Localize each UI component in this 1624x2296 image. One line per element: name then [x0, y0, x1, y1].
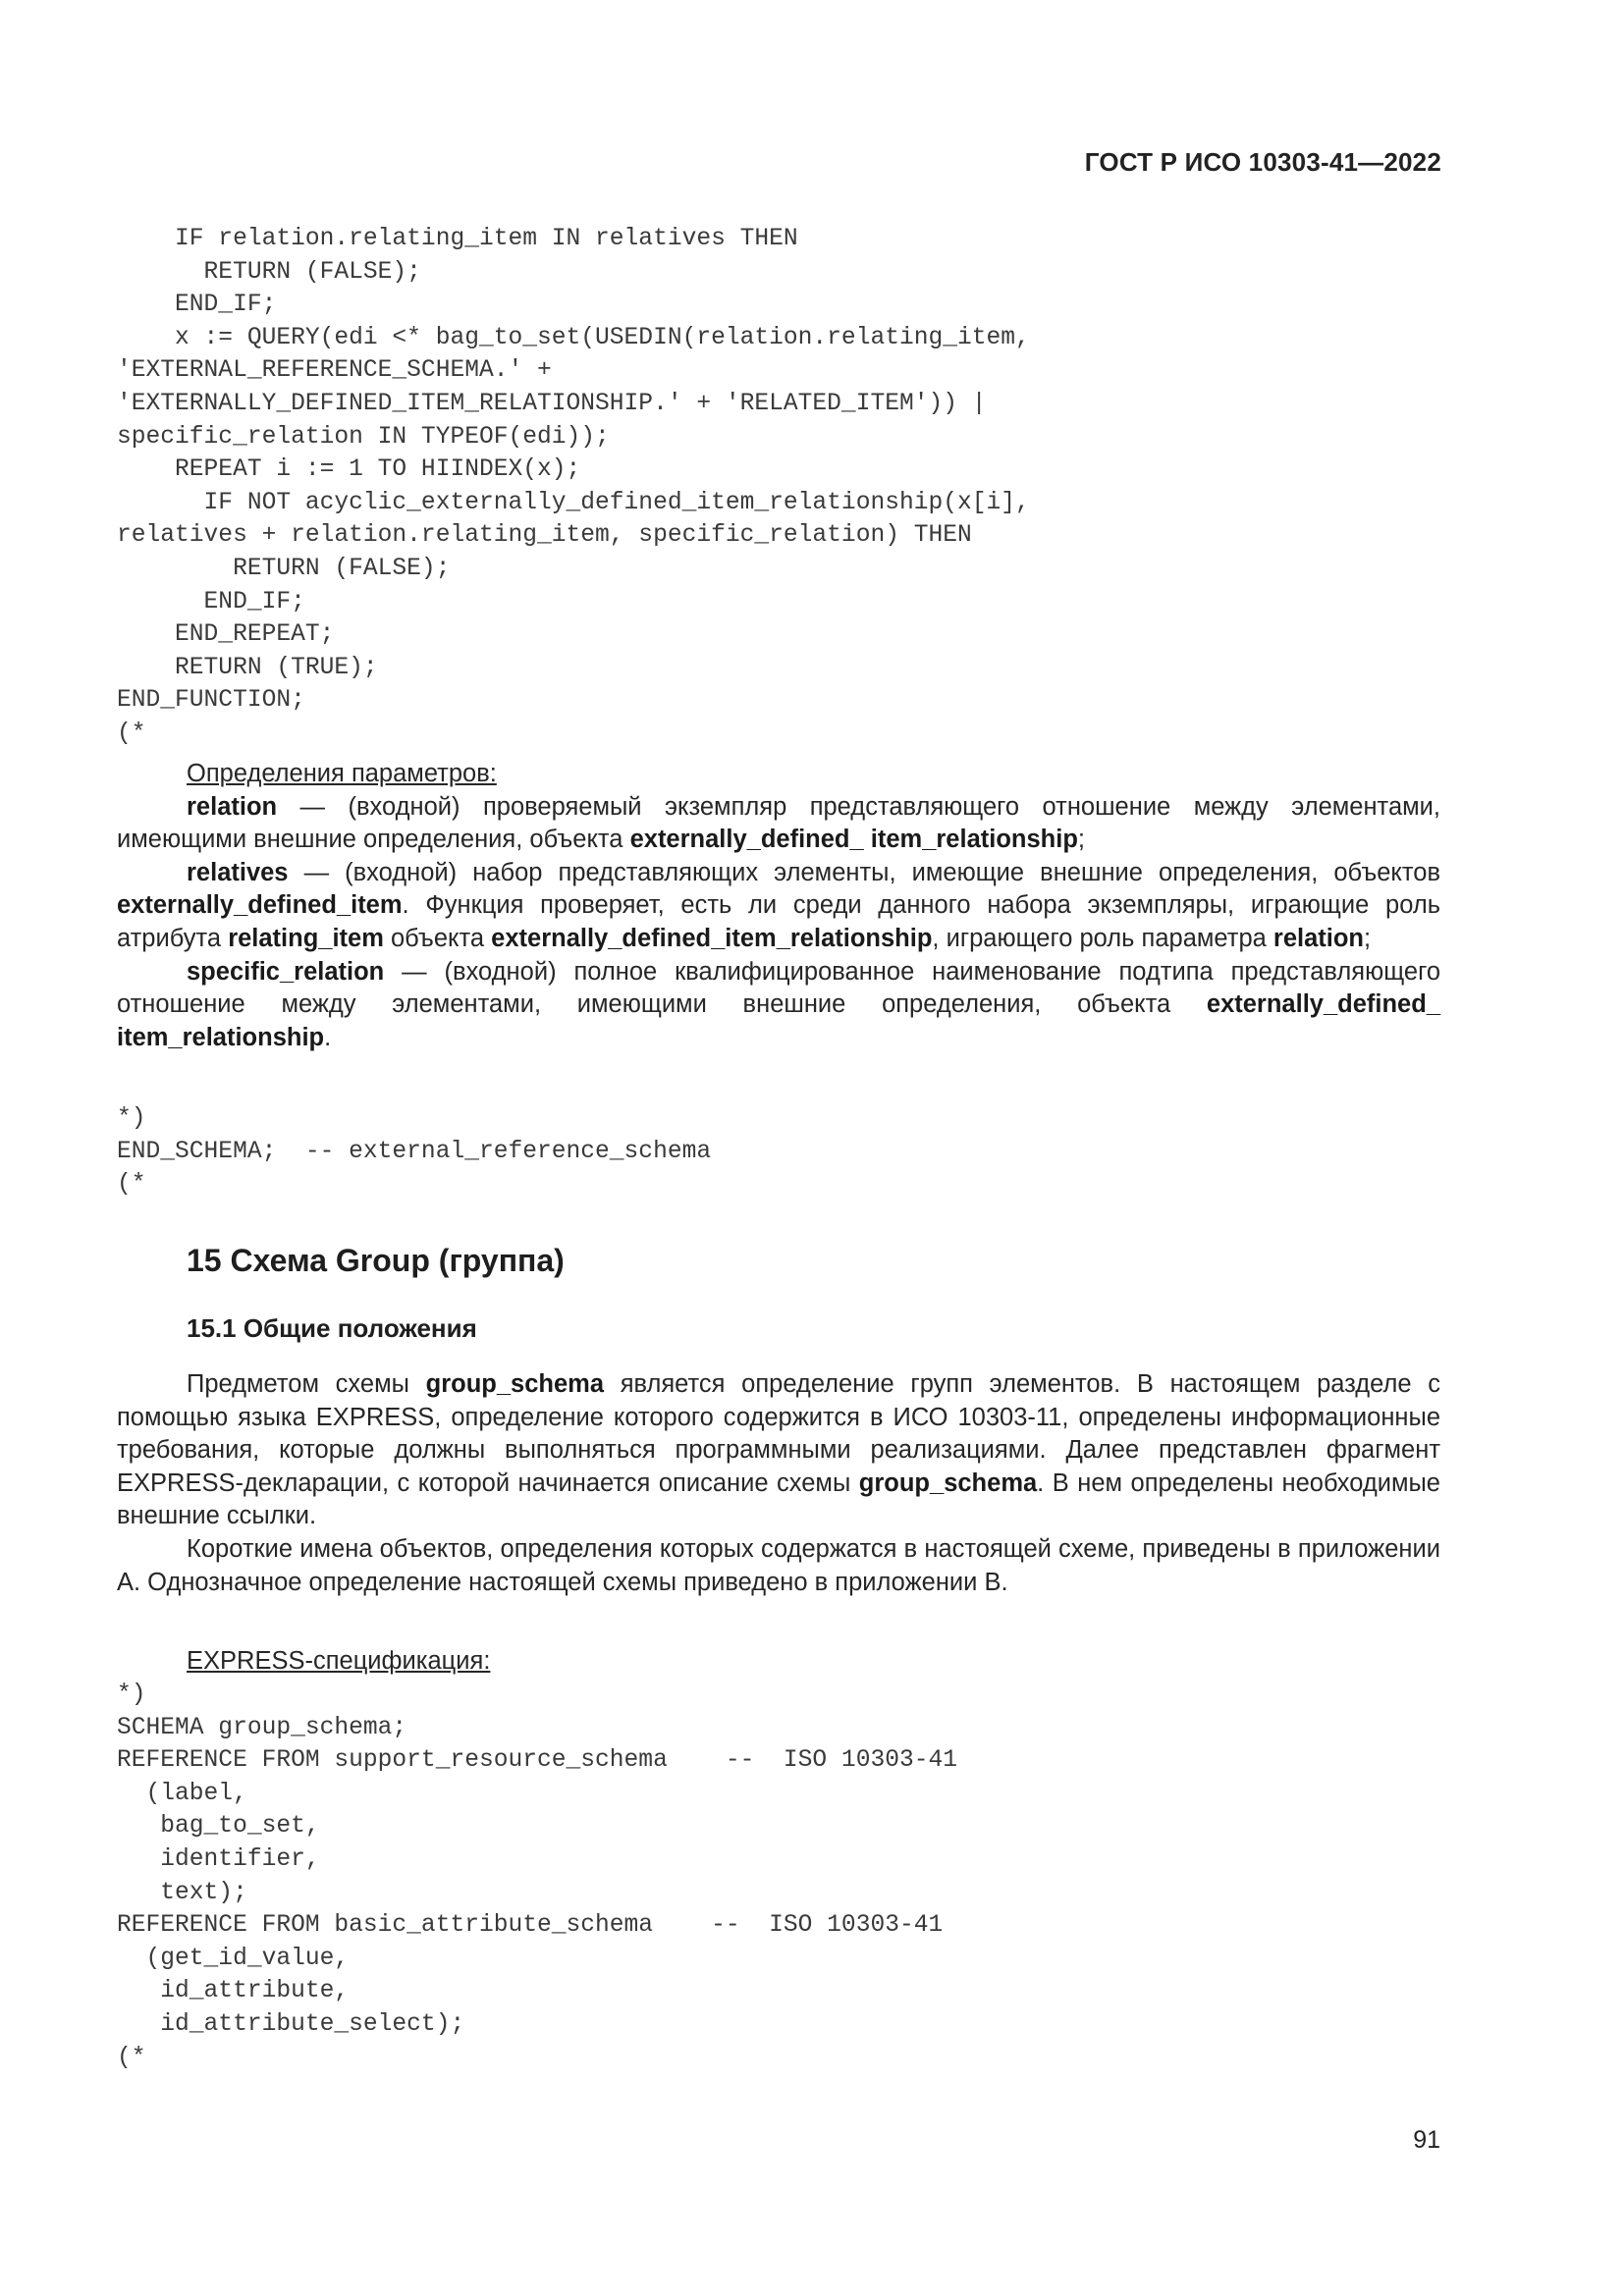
section-intro	[117, 1368, 1440, 1599]
page-number: 91	[1413, 2126, 1440, 2154]
parameter-definitions-heading: Определения параметров:	[187, 760, 497, 787]
parameter-definitions	[117, 758, 1440, 1054]
section-title: 15 Схема Group (группа)	[187, 1243, 565, 1278]
param-relatives: relatives — (входной) набор представляющих элементы, имеющие внешние определения, объектов externally_defined_item. Функция проверяет, есть ли среди данного набора экземпляры, играющие роль атрибута relating_item объекта externally_defined_item_relationship, играющего роль параметра relation;	[117, 858, 1440, 952]
express-spec-block	[117, 1645, 1440, 1679]
subsection-title: 15.1 Общие положения	[187, 1313, 477, 1343]
intro-paragraph-1: Предметом схемы group_schema является определение групп элементов. В настоящем разделе с помощью языка EXPRESS, определение которого содержится в ИСО 10303-11, определены информационные требования, которые должны выполняться программными реализациями. Далее представлен фрагмент EXPRESS-декларации, с которой начинается описание схемы group_schema. В нем определены необходимые внешние ссылки.	[117, 1370, 1440, 1530]
param-relation: relation — (входной) проверяемый экземпляр представляющего отношение между элементами, имеющими внешние определения, объекта externally_defined_ item_relationship;	[117, 792, 1440, 854]
code-block-function-end: IF relation.relating_item IN relatives THEN RETURN (FALSE); END_IF; x := QUERY(edi <* bag_to_set(USEDIN(relation.relating_item, 'EXTERNAL_REFERENCE_SCHEMA.' + 'EXTERNALLY_DEFINED_ITEM_RELATIONSHIP.' + 'RELATED_ITEM')) | specific_relation IN TYPEOF(edi)); REPEAT i := 1 TO HIINDEX(x); IF NOT acyclic_externally_defined_item_relationship(x[i], relatives + relation.relating_item, specific_relation) THEN RETURN (FALSE); END_IF; END_REPEAT; RETURN (TRUE); END_FUNCTION; (*	[117, 226, 1030, 747]
express-spec-label: EXPRESS-спецификация:	[187, 1647, 491, 1675]
document-header: ГОСТ Р ИСО 10303-41—2022	[1084, 147, 1441, 177]
param-specific-relation: specific_relation — (входной) полное квалифицированное наименование подтипа представляющего отношение между элементами, имеющими внешние определения, объекта externally_defined_ item_relationship.	[117, 957, 1440, 1051]
code-block-end-schema: *) END_SCHEMA; -- external_reference_schema (*	[117, 1105, 712, 1199]
code-block-group-schema: *) SCHEMA group_schema; REFERENCE FROM support_resource_schema -- ISO 10303-41 (label, bag_to_set, identifier, text); REFERENCE FROM basic_attribute_schema -- ISO 10303-41 (get_id_value, id_attribute, id_attribute_select); (*	[117, 1682, 958, 2071]
intro-paragraph-2: Короткие имена объектов, определения которых содержатся в настоящей схеме, приведены в приложении А. Однозначное определение настоящей схемы приведено в приложении В.	[117, 1534, 1440, 1596]
